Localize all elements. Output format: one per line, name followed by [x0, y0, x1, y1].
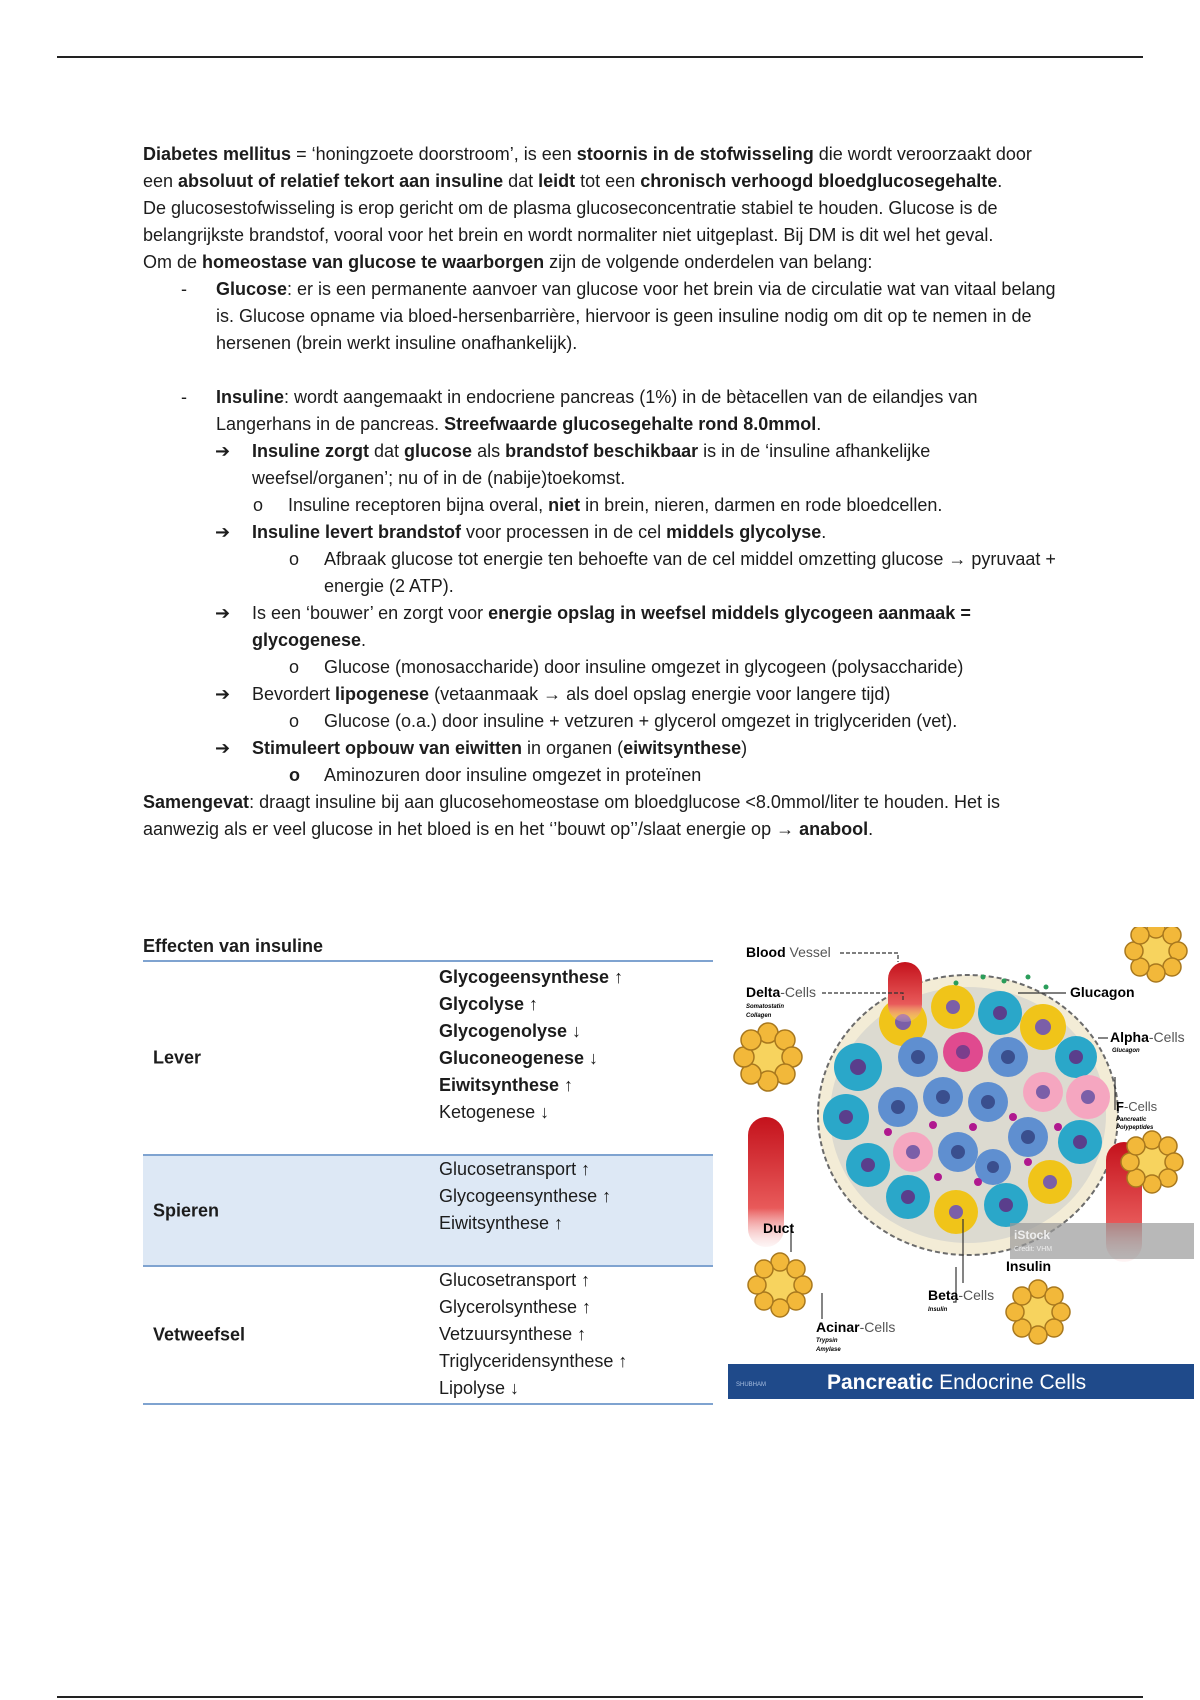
circle-bullet: o	[289, 711, 300, 731]
effect-item: Glycogeensynthese ↑	[439, 1186, 612, 1206]
sub-item-glycogeen: o Glucose (monosaccharide) door insuline omgezet in glycogeen (polysaccharide)	[143, 654, 1063, 681]
intro-paragraph: Diabetes mellitus = ‘honingzoete doorstroom’, is een stoornis in de stofwisseling die wordt veroorzaakt door een absoluut of relatief tekort aan insuline dat leidt tot een chronisch verhoogd bloedglucosegehalte.	[143, 144, 1032, 191]
label-beta-insulin: Insulin	[928, 1307, 948, 1313]
list-item-insuline: - Insuline: wordt aangemaakt in endocriene pancreas (1%) in de bètacellen van de eilandjes van Langerhans in de pancreas. Streefwaarde glucosegehalte rond 8.0mmol.	[143, 384, 1063, 438]
effect-item: Glycerolsynthese ↑	[439, 1297, 592, 1317]
islet-cluster	[818, 975, 1118, 1255]
label-acinar-cells: Acinar-Cells	[816, 1319, 896, 1335]
dash-bullet: -	[181, 279, 187, 299]
effect-item: Gluconeogenese ↓	[439, 1048, 599, 1068]
label-polypeptides: Polypeptides	[1116, 1125, 1154, 1131]
organ-label: Spieren	[153, 1200, 220, 1220]
circle-bullet: o	[253, 495, 264, 515]
arrow-right-icon: ➔	[215, 441, 231, 461]
banner-title: Pancreatic Endocrine Cells	[827, 1371, 1087, 1394]
table-row	[143, 1156, 713, 1267]
footer-rule	[57, 1696, 1143, 1698]
arrow-right-icon: ➔	[215, 684, 231, 704]
label-blood-vessel: Blood Vessel	[746, 944, 831, 960]
circle-bullet: o	[289, 549, 300, 569]
effect-item: Vetzuursynthese ↑	[439, 1324, 587, 1344]
label-beta-cells: Beta-Cells	[928, 1287, 995, 1303]
watermark: iStock	[1014, 1228, 1051, 1242]
label-f-cells: F-Cells	[1116, 1099, 1158, 1114]
effect-item: Ketogenese ↓	[439, 1102, 550, 1122]
label-alpha-glucagon: Glucagon	[1112, 1048, 1140, 1054]
watermark-credit: Credit: VHM	[1014, 1246, 1053, 1253]
label-pancreatic: Pancreatic	[1116, 1117, 1147, 1123]
effect-item: Triglyceridensynthese ↑	[439, 1351, 628, 1371]
arrow-item-brandstof: ➔ Insuline zorgt dat glucose als brandstof beschikbaar is in de ‘insuline afhankelijke weefsel/organen’; nu of in de (nabije)toekomst.	[143, 438, 1063, 492]
sub-item-afbraak: o Afbraak glucose tot energie ten behoefte van de cel middel omzetting glucose → pyruvaat + energie (2 ATP).	[143, 546, 1063, 600]
summary-paragraph: Samengevat: draagt insuline bij aan glucosehomeostase om bloedglucose <8.0mmol/liter te houden. Het is aanwezig als er veel glucose in het bloed is en het ‘’bouwt op’’/slaat energie op → anabool.	[143, 792, 1001, 839]
homeostase-paragraph: Om de homeostase van glucose te waarborgen zijn de volgende onderdelen van belang:	[143, 252, 873, 272]
dash-bullet: -	[181, 387, 187, 407]
label-glucagon: Glucagon	[1070, 984, 1135, 1000]
effect-item: Eiwitsynthese ↑	[439, 1213, 564, 1233]
label-trypsin: Trypsin	[816, 1338, 838, 1344]
arrow-item-glycolyse: ➔ Insuline levert brandstof voor processen in de cel middels glycolyse.	[143, 519, 1063, 546]
table-row	[143, 1267, 713, 1405]
label-insulin: Insulin	[1006, 1258, 1052, 1274]
circle-bullet: o	[289, 765, 300, 785]
circle-bullet: o	[289, 657, 300, 677]
table-row	[143, 962, 713, 1156]
effect-item: Glucosetransport ↑	[439, 1270, 591, 1290]
document-body	[143, 141, 1063, 843]
arrow-item-eiwitsynthese: ➔ Stimuleert opbouw van eiwitten in organen (eiwitsynthese)	[143, 735, 1063, 762]
label-collagen: Collagen	[746, 1013, 772, 1019]
effect-item: Lipolyse ↓	[439, 1378, 520, 1398]
label-delta-cells: Delta-Cells	[746, 984, 817, 1000]
arrow-right-icon: ➔	[215, 738, 231, 758]
table-title: Effecten van insuline	[143, 936, 324, 956]
arrow-item-glycogenese: ➔ Is een ‘bouwer’ en zorgt voor energie opslag in weefsel middels glycogeen aanmaak = glycogenese.	[143, 600, 1063, 654]
label-alpha-cells: Alpha-Cells	[1110, 1029, 1185, 1045]
organ-label: Lever	[153, 1047, 202, 1068]
header-rule	[57, 56, 1143, 58]
effect-item: Glucosetransport ↑	[439, 1159, 591, 1179]
pancreatic-endocrine-cells-diagram	[728, 927, 1194, 1399]
effect-item: Glycogenolyse ↓	[439, 1021, 582, 1041]
effects-list	[439, 1267, 713, 1402]
label-duct: Duct	[763, 1220, 795, 1236]
arrow-right-icon: ➔	[215, 603, 231, 623]
effect-item: Glycolyse ↑	[439, 994, 539, 1014]
effects-table	[143, 960, 713, 1405]
arrow-item-lipogenese: ➔ Bevordert lipogenese (vetaanmaak → als doel opslag energie voor langere tijd)	[143, 681, 1063, 708]
label-amylase: Amylase	[816, 1347, 841, 1353]
organ-label: Vetweefsel	[153, 1324, 246, 1345]
banner-tag: SHUBHAM	[736, 1382, 767, 1388]
effects-list	[439, 964, 713, 1126]
glucose-paragraph: De glucosestofwisseling is erop gericht om de plasma glucoseconcentratie stabiel te houden. Glucose is de belangrijkste brandstof, vooral voor het brein en wordt normaliter niet uitgeplast. Bij DM is dit wel het geval.	[143, 198, 998, 245]
effect-item: Eiwitsynthese ↑	[439, 1075, 574, 1095]
effects-list	[439, 1156, 713, 1237]
sub-item-receptoren: o Insuline receptoren bijna overal, niet in brein, nieren, darmen en rode bloedcellen.	[143, 492, 1063, 519]
effect-item: Glycogeensynthese ↑	[439, 967, 624, 987]
arrow-right-icon: ➔	[215, 522, 231, 542]
sub-item-aminozuren: o Aminozuren door insuline omgezet in proteïnen	[143, 762, 1063, 789]
label-somatostatin: Somatostatin	[746, 1004, 785, 1010]
sub-item-triglyceriden: o Glucose (o.a.) door insuline + vetzuren + glycerol omgezet in triglyceriden (vet).	[143, 708, 1063, 735]
list-item-glucose: - Glucose: er is een permanente aanvoer van glucose voor het brein via de circulatie wat van vitaal belang is. Glucose opname via bloed-hersenbarrière, hiervoor is geen insuline nodig om dit op te nemen in de hersenen (brein werkt insuline onafhankelijk).	[143, 276, 1063, 357]
